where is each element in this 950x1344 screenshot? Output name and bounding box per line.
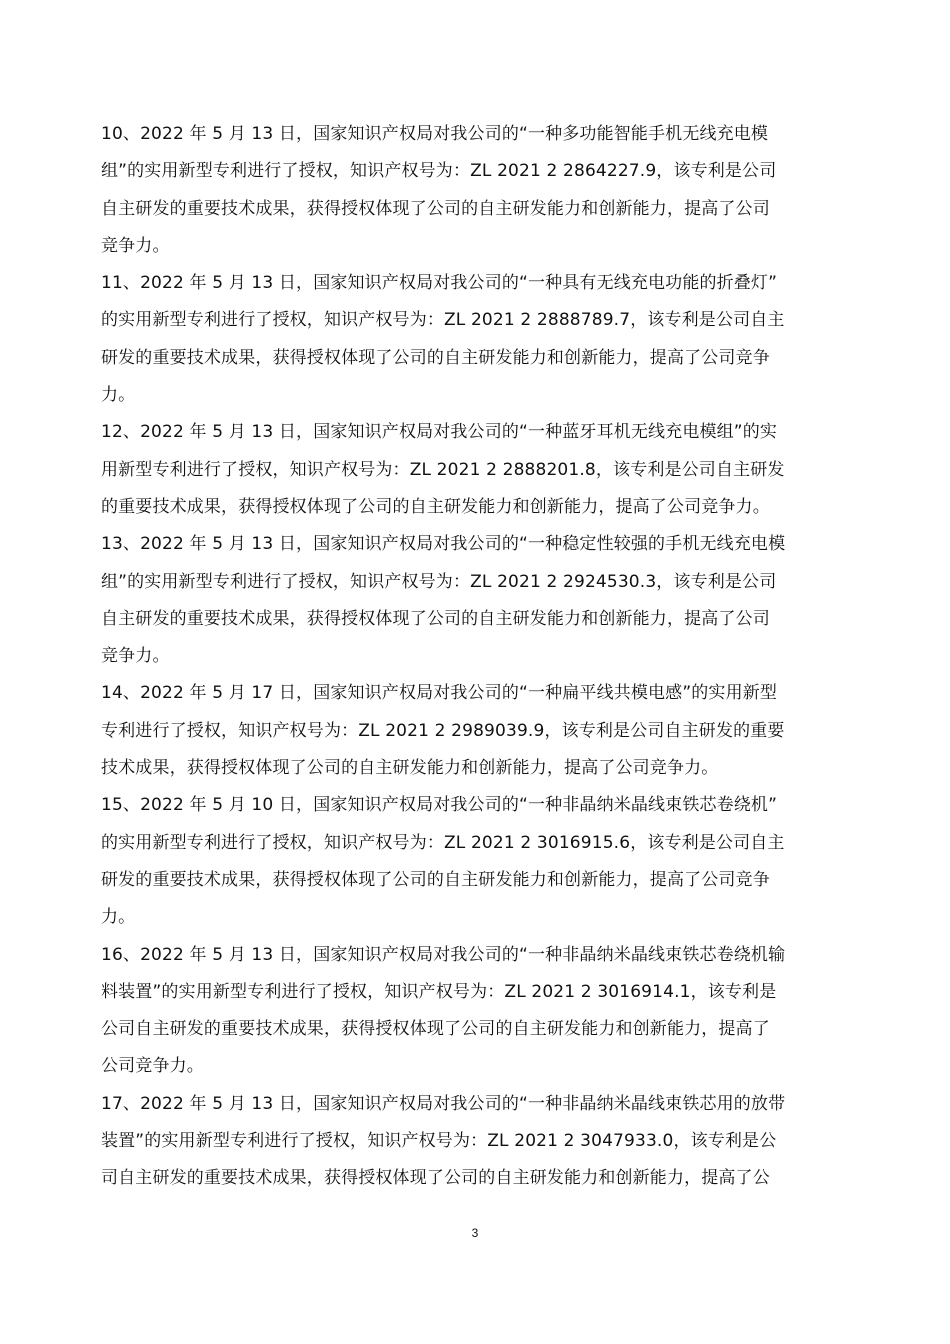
text-line: 力。 <box>101 907 136 928</box>
text-line: 组”的实用新型专利进行了授权，知识产权号为：ZL 2021 2 2924530.3，该专利是公司 <box>101 571 777 592</box>
text-line: 竞争力。 <box>101 646 170 667</box>
text-line: 竞争力。 <box>101 235 170 256</box>
text-line: 料装置”的实用新型专利进行了授权，知识产权号为：ZL 2021 2 3016914.1，该专利是 <box>101 981 777 1002</box>
text-line: 16、2022 年 5 月 13 日，国家知识产权局对我公司的“一种非晶纳米晶线束铁芯卷绕机输 <box>101 944 786 965</box>
text-line: 14、2022 年 5 月 17 日，国家知识产权局对我公司的“一种扁平线共模电感”的实用新型 <box>101 683 778 704</box>
text-line: 研发的重要技术成果，获得授权体现了公司的自主研发能力和创新能力，提高了公司竞争 <box>101 869 770 890</box>
text-line: 技术成果，获得授权体现了公司的自主研发能力和创新能力，提高了公司竞争力。 <box>101 758 719 779</box>
text-line: 公司自主研发的重要技术成果，获得授权体现了公司的自主研发能力和创新能力，提高了 <box>101 1019 770 1040</box>
text-line: 的重要技术成果，获得授权体现了公司的自主研发能力和创新能力，提高了公司竞争力。 <box>101 496 770 517</box>
text-line: 力。 <box>101 385 136 406</box>
text-line: 自主研发的重要技术成果，获得授权体现了公司的自主研发能力和创新能力，提高了公司 <box>101 198 770 219</box>
document-body <box>101 116 851 1198</box>
text-line: 的实用新型专利进行了授权，知识产权号为：ZL 2021 2 3016915.6，该专利是公司自主 <box>101 832 785 853</box>
text-line: 装置”的实用新型专利进行了授权，知识产权号为：ZL 2021 2 3047933.0，该专利是公 <box>101 1131 777 1152</box>
text-line: 17、2022 年 5 月 13 日，国家知识产权局对我公司的“一种非晶纳米晶线束铁芯用的放带 <box>101 1093 786 1114</box>
text-line: 公司竞争力。 <box>101 1056 204 1077</box>
text-line: 13、2022 年 5 月 13 日，国家知识产权局对我公司的“一种稳定性较强的手机无线充电模 <box>101 534 786 555</box>
text-line: 用新型专利进行了授权，知识产权号为：ZL 2021 2 2888201.8，该专利是公司自主研发 <box>101 459 785 480</box>
text-line: 15、2022 年 5 月 10 日，国家知识产权局对我公司的“一种非晶纳米晶线束铁芯卷绕机” <box>101 795 778 816</box>
text-line: 10、2022 年 5 月 13 日，国家知识产权局对我公司的“一种多功能智能手机无线充电模 <box>101 124 769 144</box>
page-number: 3 <box>471 1226 479 1240</box>
text-line: 的实用新型专利进行了授权，知识产权号为：ZL 2021 2 2888789.7，该专利是公司自主 <box>101 310 785 331</box>
text-line: 专利进行了授权，知识产权号为：ZL 2021 2 2989039.9，该专利是公司自主研发的重要 <box>101 720 785 741</box>
text-line: 12、2022 年 5 月 13 日，国家知识产权局对我公司的“一种蓝牙耳机无线充电模组”的实 <box>101 422 778 443</box>
text-line: 研发的重要技术成果，获得授权体现了公司的自主研发能力和创新能力，提高了公司竞争 <box>101 347 770 368</box>
text-line: 司自主研发的重要技术成果，获得授权体现了公司的自主研发能力和创新能力，提高了公 <box>101 1168 770 1189</box>
text-line: 11、2022 年 5 月 13 日，国家知识产权局对我公司的“一种具有无线充电功能的折叠灯” <box>101 273 778 294</box>
text-line: 组”的实用新型专利进行了授权，知识产权号为：ZL 2021 2 2864227.9，该专利是公司 <box>101 161 777 182</box>
text-line: 自主研发的重要技术成果，获得授权体现了公司的自主研发能力和创新能力，提高了公司 <box>101 608 770 629</box>
